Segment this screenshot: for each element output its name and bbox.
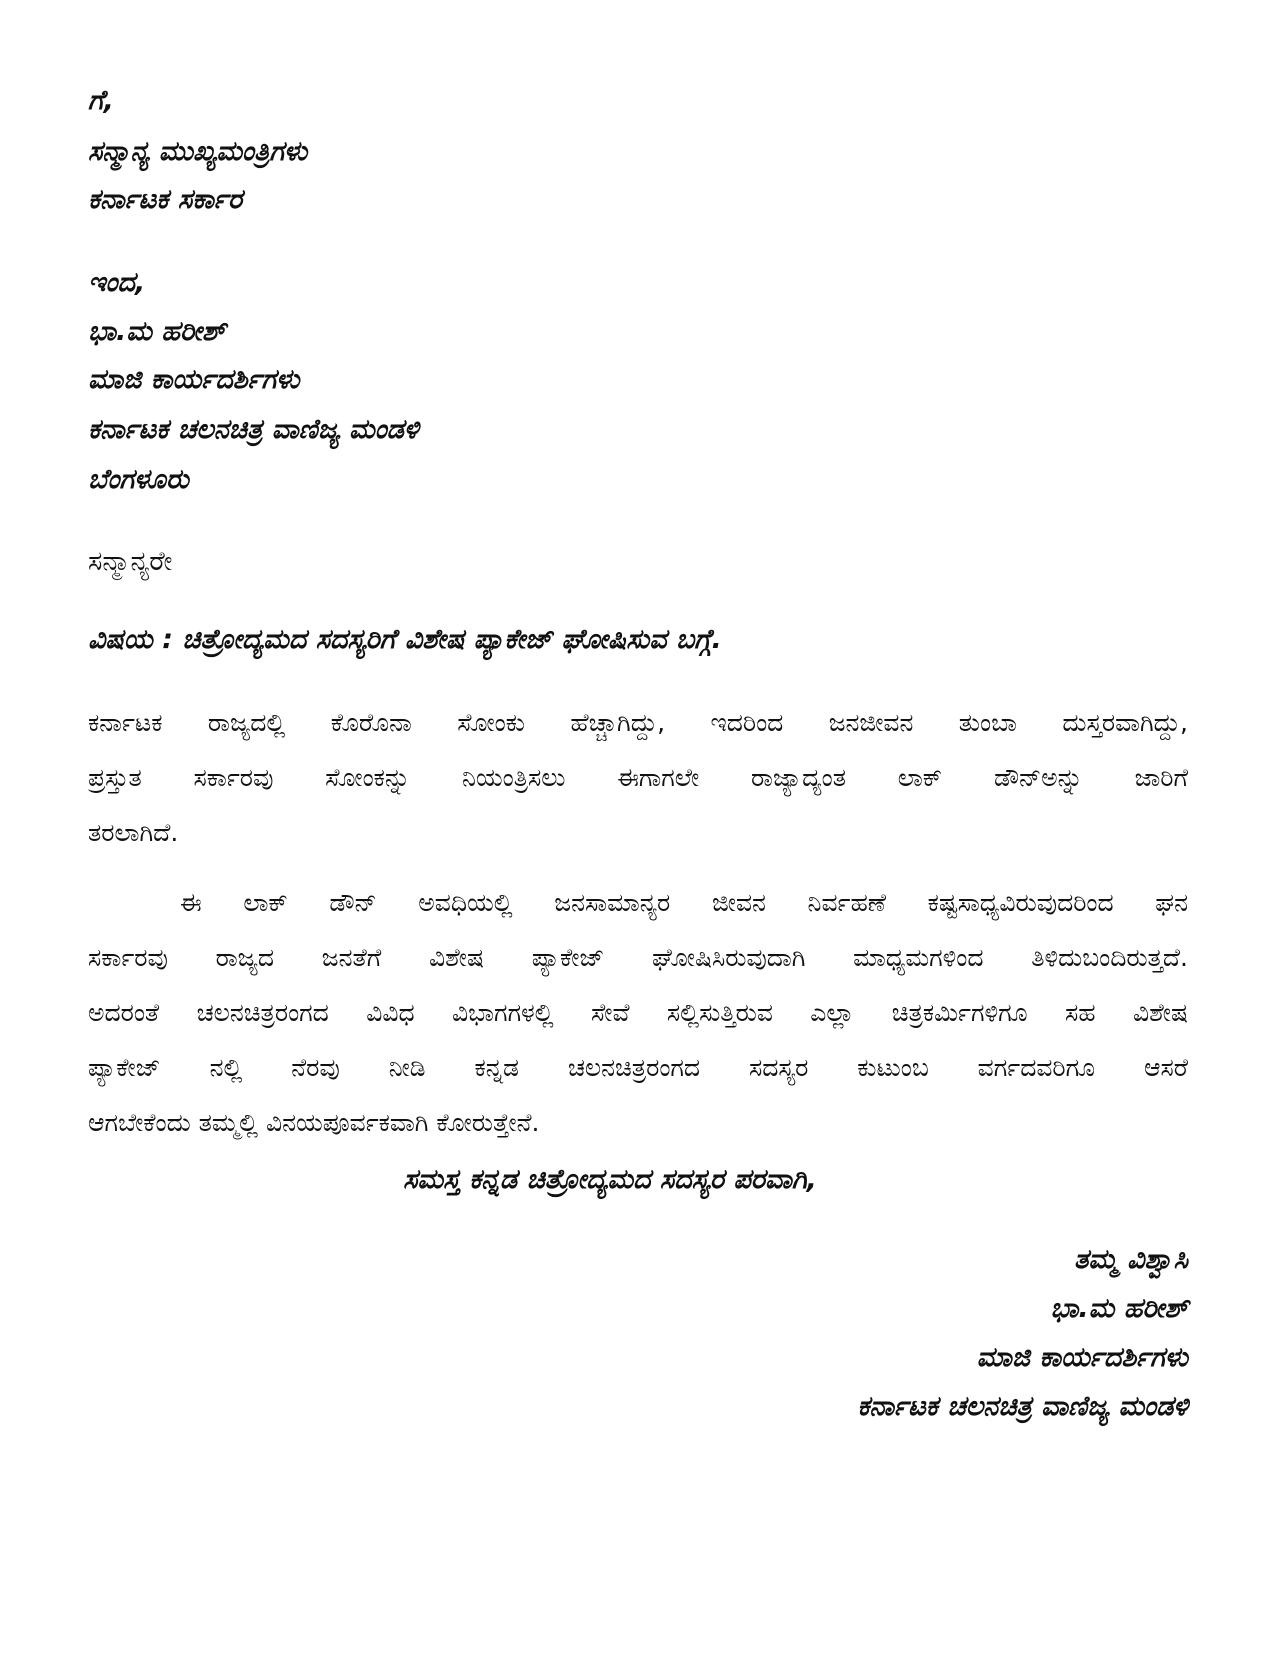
paragraph-2-line: ಈ ಲಾಕ್ ಡೌನ್ ಅವಧಿಯಲ್ಲಿ ಜನಸಾಮಾನ್ಯರ ಜೀವನ ನಿರ್ವಹಣೆ ಕಷ್ಟಸಾಧ್ಯವಿರುವುದರಿಂದ ಘನ [180,888,1188,917]
paragraph-1-line: ಕರ್ನಾಟಕ ರಾಜ್ಯದಲ್ಲಿ ಕೊರೊನಾ ಸೋಂಕು ಹೆಚ್ಚಾಗಿದ್ದು, ಇದರಿಂದ ಜನಜೀವನ ತುಂಬಾ ದುಸ್ತರವಾಗಿದ್ದು, [88,708,1188,737]
from-name: ಭಾ.ಮ ಹರೀಶ್ [88,316,226,347]
to-government: ಕರ್ನಾಟಕ ಸರ್ಕಾರ [88,184,243,215]
paragraph-2-line: ಅದರಂತೆ ಚಲನಚಿತ್ರರಂಗದ ವಿವಿಧ ವಿಭಾಗಗಳಲ್ಲಿ ಸೇವೆ ಸಲ್ಲಿಸುತ್ತಿರುವ ಎಲ್ಲಾ ಚಿತ್ರಕರ್ಮಿಗಳಿಗೂ ಸಹ ವಿಶೇಷ [88,998,1188,1027]
from-title: ಮಾಜಿ ಕಾರ್ಯದರ್ಶಿಗಳು [88,364,300,395]
on-behalf-line: ಸಮಸ್ತ ಕನ್ನಡ ಚಿತ್ರೋದ್ಯಮದ ಸದಸ್ಯರ ಪರವಾಗಿ, [403,1164,817,1195]
to-salutation: ಗೆ, [88,85,114,116]
signoff-name: ಭಾ.ಮ ಹರೀಶ್ [1050,1293,1188,1324]
paragraph-1-line: ಪ್ರಸ್ತುತ ಸರ್ಕಾರವು ಸೋಂಕನ್ನು ನಿಯಂತ್ರಿಸಲು ಈಗಾಗಲೇ ರಾಜ್ಯಾದ್ಯಂತ ಲಾಕ್ ಡೌನ್‌ಅನ್ನು ಜಾರಿಗೆ [88,763,1188,792]
to-recipient: ಸನ್ಮಾನ್ಯ ಮುಖ್ಯಮಂತ್ರಿಗಳು [88,136,308,167]
signoff-closing: ತಮ್ಮ ವಿಶ್ವಾಸಿ [1074,1244,1188,1275]
from-organization: ಕರ್ನಾಟಕ ಚಲನಚಿತ್ರ ವಾಣಿಜ್ಯ ಮಂಡಳಿ [88,414,419,445]
signoff-organization: ಕರ್ನಾಟಕ ಚಲನಚಿತ್ರ ವಾಣಿಜ್ಯ ಮಂಡಳಿ [857,1391,1188,1422]
from-salutation: ಇಂದ, [88,267,146,298]
paragraph-2-line: ಸರ್ಕಾರವು ರಾಜ್ಯದ ಜನತೆಗೆ ವಿಶೇಷ ಪ್ಯಾಕೇಜ್ ಘೋಷಿಸಿರುವುದಾಗಿ ಮಾಧ್ಯಮಗಳಿಂದ ತಿಳಿದುಬಂದಿರುತ್ತದೆ. [88,943,1188,972]
greeting: ಸನ್ಮಾನ್ಯರೇ [88,546,173,577]
paragraph-2-line: ಆಗಬೇಕೆಂದು ತಮ್ಮಲ್ಲಿ ವಿನಯಪೂರ್ವಕವಾಗಿ ಕೋರುತ್ತೇನೆ. [88,1108,540,1137]
paragraph-1-line: ತರಲಾಗಿದೆ. [88,818,179,847]
body-paragraph-2 [88,875,1188,1150]
body-paragraph-1 [88,695,1188,860]
signoff-title: ಮಾಜಿ ಕಾರ್ಯದರ್ಶಿಗಳು [976,1342,1188,1373]
paragraph-2-line: ಪ್ಯಾಕೇಜ್ ನಲ್ಲಿ ನೆರವು ನೀಡಿ ಕನ್ನಡ ಚಲನಚಿತ್ರರಂಗದ ಸದಸ್ಯರ ಕುಟುಂಬ ವರ್ಗದವರಿಗೂ ಆಸರೆ [88,1053,1188,1082]
from-city: ಬೆಂಗಳೂರು [88,464,189,495]
subject-line: ವಿಷಯ : ಚಿತ್ರೋದ್ಯಮದ ಸದಸ್ಯರಿಗೆ ವಿಶೇಷ ಪ್ಯಾಕೇಜ್ ಘೋಷಿಸುವ ಬಗ್ಗೆ. [88,624,722,655]
